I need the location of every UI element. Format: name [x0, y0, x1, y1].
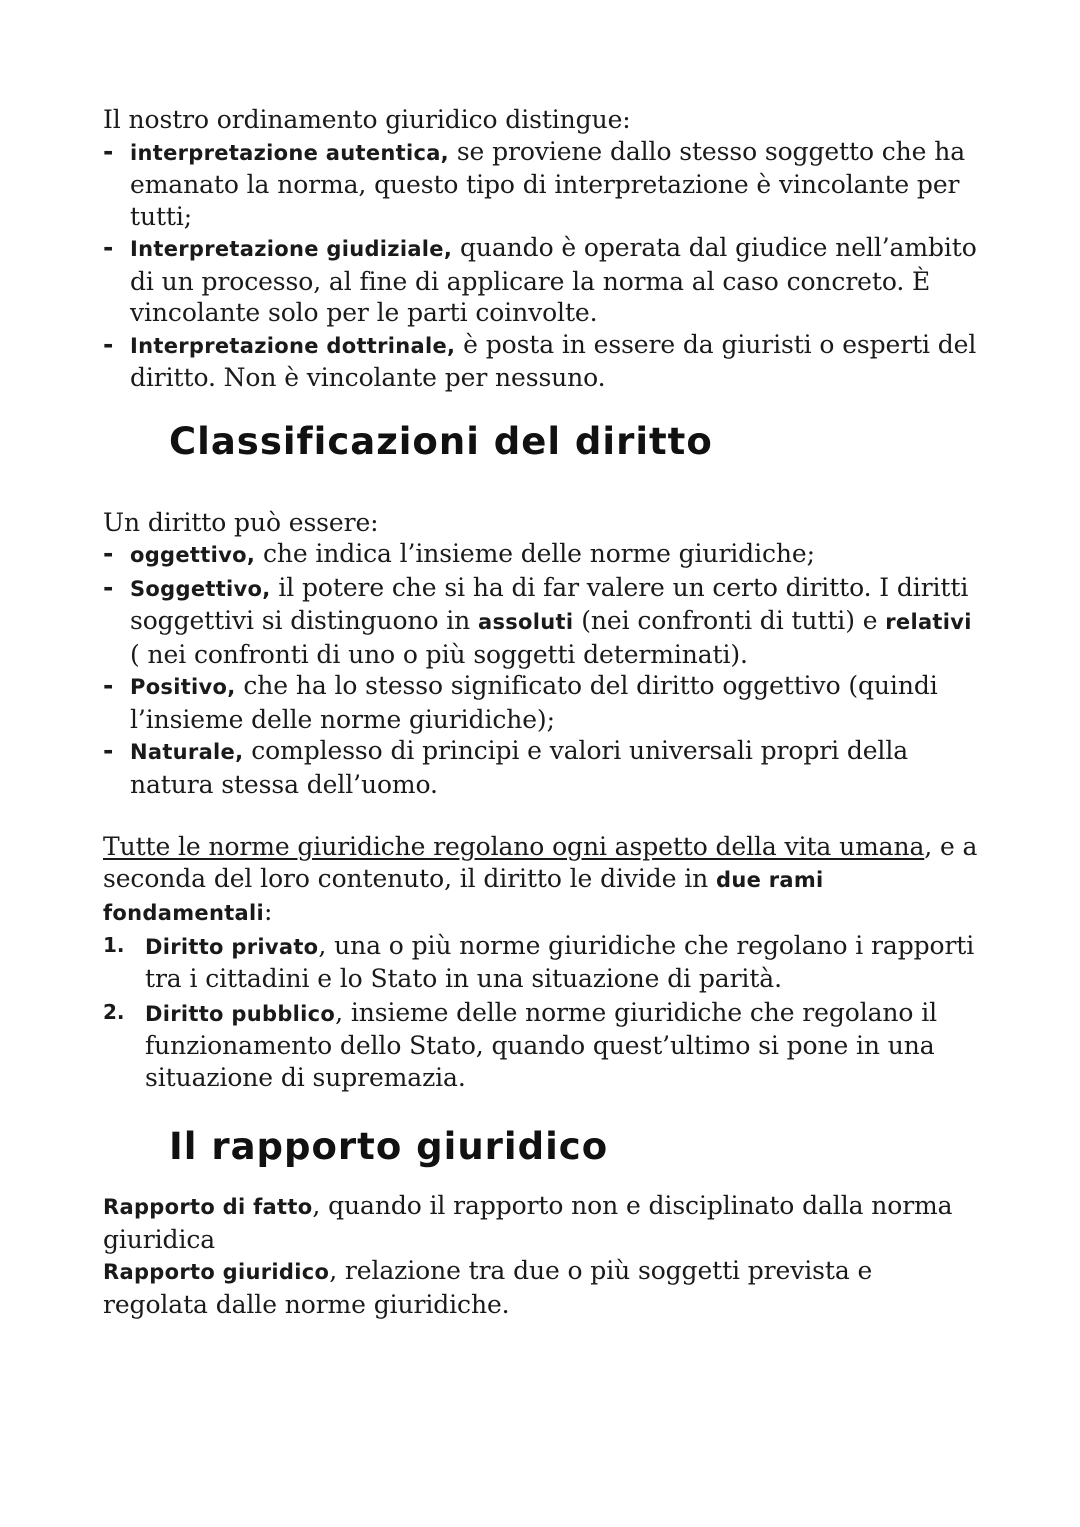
underlined-text: Tutte le norme giuridiche regolano ogni aspetto della vita umana: [103, 832, 925, 861]
term-label: oggettivo,: [130, 543, 256, 567]
term-label: Naturale,: [130, 740, 244, 764]
list-item: [103, 136, 983, 233]
term-label: Interpretazione dottrinale,: [130, 333, 456, 358]
term-description: , quando il rapporto non e disciplinato dalla norma giuridica: [103, 1191, 953, 1254]
list-item: [103, 735, 983, 800]
term-label: relativi: [885, 610, 972, 634]
term-description: , insieme delle norme giuridiche che regolano il funzionamento dello Stato, quando quest’ultimo si pone in una situazione di supremazia.: [145, 997, 937, 1092]
section-heading: Il rapporto giuridico: [169, 1125, 609, 1168]
term-label: due rami fondamentali: [103, 867, 824, 925]
list-item: [103, 997, 983, 1094]
term-label: Diritto privato: [145, 934, 319, 959]
term-description: che indica l’insieme delle norme giuridiche;: [255, 539, 815, 568]
relationship-paragraph: [103, 1190, 983, 1255]
term-label: Rapporto giuridico: [103, 1260, 330, 1284]
term-label: Positivo,: [130, 675, 236, 699]
list-item: [103, 329, 983, 394]
branches-paragraph: [103, 831, 983, 930]
term-label: Diritto pubblico: [145, 1001, 336, 1026]
list-number: 2.: [103, 999, 125, 1024]
list-item: [103, 670, 983, 735]
term-label: interpretazione autentica,: [130, 140, 449, 165]
term-description: , una o più norme giuridiche che regolano i rapporti tra i cittadini e lo Stato in una situazione di parità.: [145, 930, 975, 993]
list-item: [103, 572, 983, 671]
relationship-paragraph: [103, 1255, 983, 1320]
term-description: ( nei confronti di uno o più soggetti determinati).: [130, 639, 748, 669]
term-description: se proviene dallo stesso soggetto che ha emanato la norma, questo tipo di interpretazione è vincolante per tutti;: [130, 136, 965, 231]
term-description: quando è operata dal giudice nell’ambito di un processo, al fine di applicare la norma al caso concreto. È vincolante solo per le parti coinvolte.: [130, 233, 977, 327]
section-heading: Classificazioni del diritto: [169, 419, 713, 463]
term-label: Interpretazione giudiziale,: [130, 237, 453, 261]
body-text: , e a seconda del loro contenuto, il diritto le divide in: [103, 832, 978, 893]
list-item: [103, 538, 983, 572]
term-label: Soggettivo,: [130, 576, 271, 601]
list-item: [103, 232, 983, 329]
term-description: (nei confronti di tutti) e: [573, 606, 886, 635]
list-item: [103, 930, 983, 995]
branches-list: [103, 930, 983, 1094]
term-description: è posta in essere da giuristi o esperti del diritto. Non è vincolante per nessuno.: [130, 329, 977, 392]
term-description: che ha lo stesso significato del diritto oggettivo (quindi l’insieme delle norme giuridiche);: [130, 671, 938, 734]
term-description: complesso di principi e valori universali propri della natura stessa dell’uomo.: [130, 736, 909, 799]
interpretation-list: [103, 136, 983, 394]
document-page: [103, 104, 983, 1320]
list-number: 1.: [103, 932, 125, 957]
term-label: assoluti: [477, 610, 574, 634]
body-text: :: [264, 897, 273, 926]
interpretation-intro: Il nostro ordinamento giuridico distingue:: [103, 105, 631, 134]
classification-intro: Un diritto può essere:: [103, 507, 379, 537]
term-description: il potere che si ha di far valere un certo diritto. I diritti soggettivi si distinguono in: [130, 572, 969, 635]
term-label: Rapporto di fatto: [103, 1195, 313, 1219]
term-description: , relazione tra due o più soggetti prevista e regolata dalle norme giuridiche.: [103, 1256, 873, 1319]
classification-list: [103, 538, 983, 800]
